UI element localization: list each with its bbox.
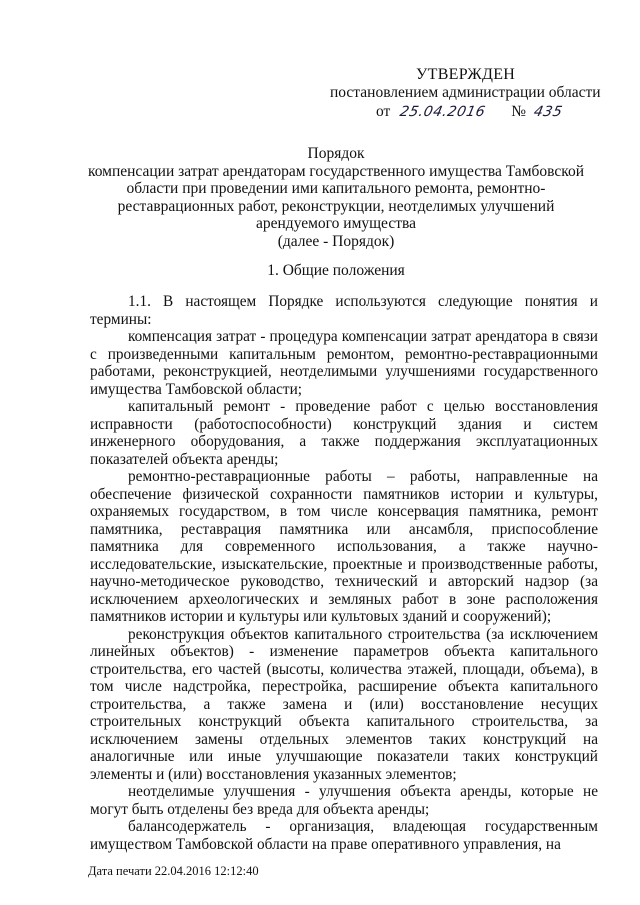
section-title: 1. Общие положения [267,262,405,279]
approval-stamp-block [330,66,610,121]
paragraph-capital-repair: капитальный ремонт - проведение работ с целью восстановления исправности (работоспособности) конструкций здания и систем инженерного оборудования, а также поддержания эксплуатационных показателей объекта аренды; [90,398,598,468]
document-heading [80,145,592,251]
handwritten-number: 435 [532,104,564,120]
date-prefix: от [376,103,391,120]
heading-line-3: области при проведении ими капитального ремонта, ремонтно- [126,180,546,198]
heading-line-2: компенсации затрат арендаторам государственного имущества Тамбовской [87,162,585,180]
approval-line: постановлением администрации области [330,84,601,101]
paragraph-1-1: 1.1. В настоящем Порядке используются следующие понятия и термины: [90,293,598,328]
paragraph-reconstruction: реконструкция объектов капитального строительства (за исключением линейных объектов) - изменение параметров объекта капитального строительства, его частей (высоты, количества этажей, площади, объема), в том числе надстройка, перестройка, расширение объекта капитального строительства, а также замена и (или) восстановление несущих строительных конструкций объекта капитального строительства, за исключением замены отдельных элементов таких конструкций на аналогичные или иные улучшающие показатели таких конструкций элементы и (или) восстановления указанных элементов; [90,625,598,783]
heading-line-4: реставрационных работ, реконструкции, неотделимых улучшений [117,197,555,215]
print-date-footer: Дата печати 22.04.2016 12:12:40 [88,864,259,878]
heading-line-1: Порядок [307,145,365,162]
approval-date-row [330,103,610,121]
body-text [90,293,598,853]
heading-line-6: (далее - Порядок) [277,232,395,250]
handwritten-date: 25.04.2016 [398,104,488,120]
number-label: № [511,103,527,120]
approval-title: УТВЕРЖДЕН [416,66,516,83]
paragraph-inseparable-improvements: неотделимые улучшения - улучшения объекта аренды, которые не могут быть отделены без вреда для объекта аренды; [90,783,598,818]
paragraph-cost-compensation: компенсация затрат - процедура компенсации затрат арендатора в связи с произведенными капитальным ремонтом, ремонтно-реставрационными работами, реконструкцией, неотделимыми улучшениями государственного имущества Тамбовской области; [90,328,598,398]
paragraph-restoration-works: ремонтно-реставрационные работы – работы, направленные на обеспечение физической сохранности памятников истории и культуры, охраняемых государством, в том числе консервация памятника, ремонт памятника, реставрация памятника или ансамбля, приспособление памятника для современного использования, а также научно-исследовательские, изыскательские, проектные и производственные работы, научно-методическое руководство, технический и авторский надзор (за исключением археологических и земляных работ в зоне расположения памятников истории и культуры или культовых зданий и сооружений); [90,468,598,625]
heading-line-5: арендуемого имущества [256,215,416,233]
paragraph-balance-holder: балансодержатель - организация, владеющая государственным имуществом Тамбовской области на праве оперативного управления, на [90,818,598,853]
